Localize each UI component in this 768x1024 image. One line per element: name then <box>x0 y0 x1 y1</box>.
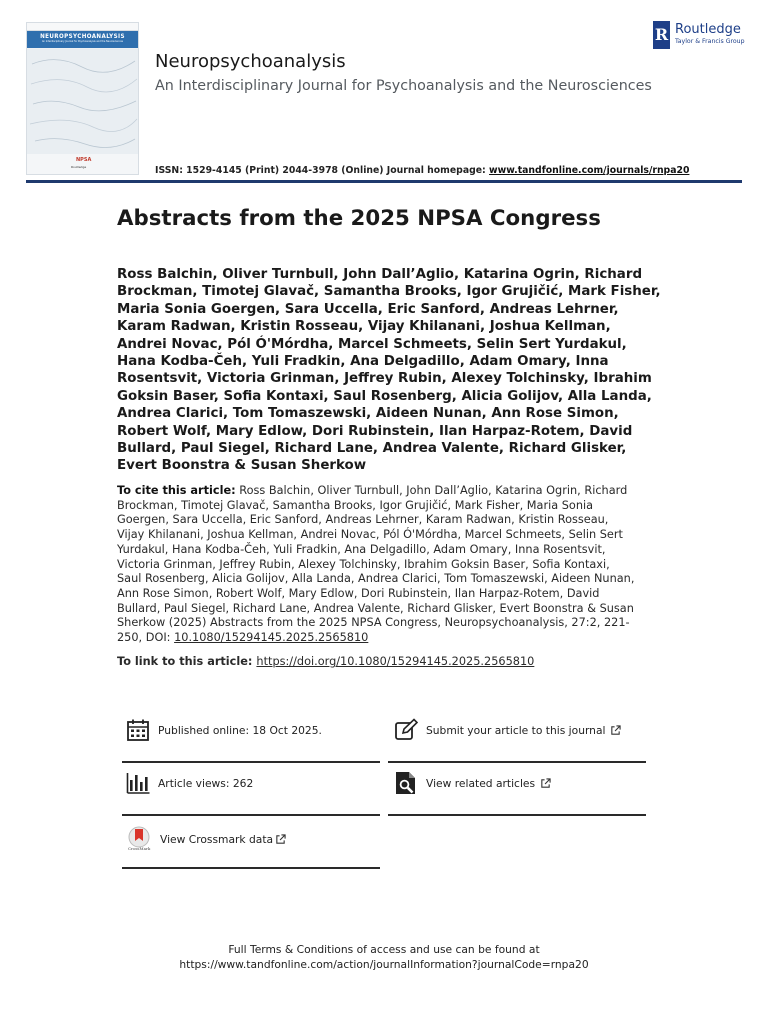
crossmark-link[interactable] <box>126 826 286 852</box>
cover-publisher: Routledge <box>71 165 87 169</box>
publisher-logo[interactable] <box>653 21 748 51</box>
publisher-tagline: Taylor & Francis Group <box>675 38 745 45</box>
submit-article-text: Submit your article to this journal <box>426 723 606 737</box>
journal-cover <box>26 22 139 175</box>
meta-divider <box>122 814 380 816</box>
terms-footer <box>0 942 768 972</box>
calendar-icon <box>126 718 150 742</box>
article-views <box>126 771 253 795</box>
issn-line <box>155 165 689 176</box>
cover-band <box>27 31 138 48</box>
terms-url[interactable]: https://www.tandfonline.com/action/journalInformation?journalCode=rnpa20 <box>179 958 589 971</box>
routledge-r-icon <box>653 21 670 49</box>
article-title: Abstracts from the 2025 NPSA Congress <box>117 206 601 231</box>
citation-doi-link[interactable]: 10.1080/15294145.2025.2565810 <box>174 631 369 645</box>
cover-footer <box>27 154 138 174</box>
related-search-icon <box>394 771 418 795</box>
terms-line-1: Full Terms & Conditions of access and use can be found at <box>228 943 540 956</box>
bar-chart-icon <box>126 771 150 795</box>
meta-divider <box>388 761 646 763</box>
author-list: Ross Balchin, Oliver Turnbull, John Dall’Aglio, Katarina Ogrin, Richard Brockman, Timotej Glavač, Samantha Brooks, Igor Grujičić, Mark Fisher, Maria Sonia Goergen, Sara Uccella, Eric Sanford, Andreas Lehrner, Karam Radwan, Kristin Rosseau, Vijay Khilanani, Joshua Kellman, Andrei Novac, Pól Ó'Mórdha, Marcel Schmeets, Selin Sert Yurdakul, Hana Kodba-Čeh, Yuli Fradkin, Ana Delgadillo, Adam Omary, Inna Rosentsvit, Victoria Grinman, Jeffrey Rubin, Alexey Tolchinsky, Ibrahim Goksin Baser, Sofia Kontaxi, Saul Rosenberg, Alicia Golijov, Alla Landa, Andrea Clarici, Tom Tomaszewski, Aideen Nunan, Ann Rose Simon, Robert Wolf, Mary Edlow, Dori Rubinstein, Ilan Harpaz-Rotem, David Bullard, Paul Siegel, Richard Lane, Andrea Valente, Richard Glisker, Evert Boonstra & Susan Sherkow <box>117 267 661 474</box>
meta-divider <box>122 867 380 869</box>
citation-label: To cite this article: <box>117 484 236 497</box>
article-link-line <box>117 655 534 668</box>
article-views-text: Article views: 262 <box>158 776 254 790</box>
external-link-icon <box>540 778 551 789</box>
journal-title: Neuropsychoanalysis <box>155 51 346 72</box>
citation-block <box>117 484 637 646</box>
external-link-icon <box>275 834 286 845</box>
related-articles-text: View related articles <box>426 776 536 790</box>
issn-text: ISSN: 1529-4145 (Print) 2044-3978 (Online) Journal homepage: <box>155 165 490 176</box>
link-label: To link to this article: <box>117 655 253 668</box>
meta-divider <box>388 814 646 816</box>
related-articles-link[interactable] <box>394 771 551 795</box>
cover-band-title: NEUROPSYCHOANALYSIS <box>40 33 125 40</box>
svg-text:R: R <box>654 25 669 44</box>
submit-article-link[interactable] <box>394 718 621 742</box>
doi-link[interactable]: https://doi.org/10.1080/15294145.2025.2565810 <box>256 655 535 668</box>
cover-band-subtitle: An Interdisciplinary Journal for Psychoanalysis and the Neurosciences <box>41 40 124 43</box>
cover-npsa-logo: NPSA <box>76 157 92 163</box>
publisher-name: Routledge <box>675 22 741 37</box>
crossmark-caption: CrossMark <box>128 846 151 851</box>
edit-icon <box>394 718 418 742</box>
meta-divider <box>122 761 380 763</box>
cover-top-strip <box>27 23 138 31</box>
crossmark-text: View Crossmark data <box>160 832 274 846</box>
external-link-icon <box>610 725 621 736</box>
published-online <box>126 718 322 742</box>
published-online-text: Published online: 18 Oct 2025. <box>158 723 322 737</box>
header-rule <box>26 180 742 183</box>
cover-artwork <box>27 49 139 164</box>
journal-subtitle: An Interdisciplinary Journal for Psychoanalysis and the Neurosciences <box>155 78 652 94</box>
crossmark-icon <box>126 826 152 852</box>
citation-text: Ross Balchin, Oliver Turnbull, John Dall’Aglio, Katarina Ogrin, Richard Brockman, Timotej Glavač, Samantha Brooks, Igor Grujičić, Mark Fisher, Maria Sonia Goergen, Sara Uccella, Eric Sanford, Andreas Lehrner, Karam Radwan, Kristin Rosseau, Vijay Khilanani, Joshua Kellman, Andrei Novac, Pól Ó'Mórdha, Marcel Schmeets, Selin Sert Yurdakul, Hana Kodba-Čeh, Yuli Fradkin, Ana Delgadillo, Adam Omary, Inna Rosentsvit, Victoria Grinman, Jeffrey Rubin, Alexey Tolchinsky, Ibrahim Goksin Baser, Sofia Kontaxi, Saul Rosenberg, Alicia Golijov, Alla Landa, Andrea Clarici, Tom Tomaszewski, Aideen Nunan, Ann Rose Simon, Robert Wolf, Mary Edlow, Dori Rubinstein, Ilan Harpaz-Rotem, David Bullard, Paul Siegel, Richard Lane, Andrea Valente, Richard Glisker, Evert Boonstra & Susan Sherkow (2025) Abstracts from the 2025 NPSA Congress, Neuropsychoanalysis, 27:2, 221-250, DOI: <box>117 484 635 645</box>
journal-homepage-link[interactable]: www.tandfonline.com/journals/rnpa20 <box>489 165 690 176</box>
